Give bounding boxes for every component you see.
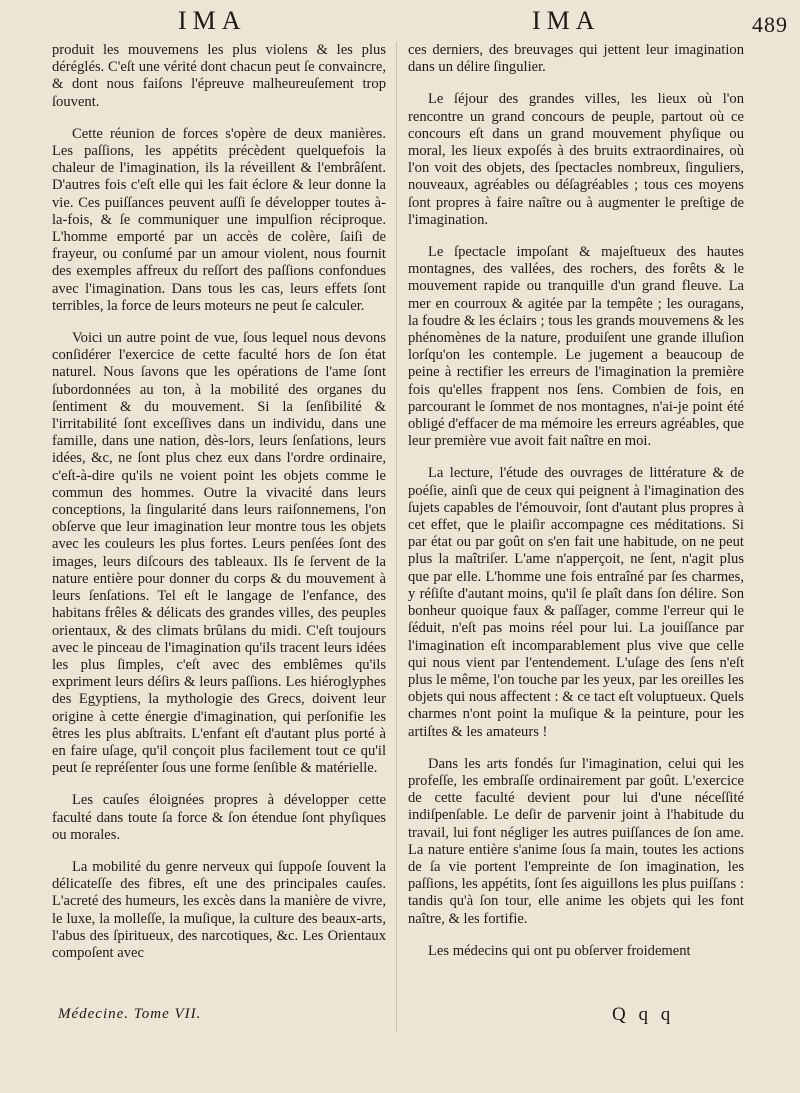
right-column [408,42,744,975]
left-paragraph-2: Cette réunion de forces s'opère de deux manières. Les paſſions, les appétits précèdent quelquefois la chaleur de l'imagination, ils la réveillent & l'embrâſent. D'autres fois c'eſt elle qui les fait éclore & leur donne la vie. Ces puiſſances peuvent auſſi ſe développer toutes à-la-fois, & ſe communiquer une impulſion réciproque. L'homme emporté par un accès de colère, ſaiſi de frayeur, ou conſumé par un amour violent, nous fournit des exemples affreux du reſſort des paſſions confondues avec l'imagination. Dans tous les cas, leurs effets ſont terribles, la force de leurs moteurs ne peut ſe calculer. [52,125,386,314]
right-paragraph-1: ces derniers, des breuvages qui jettent leur imagination dans un délire ſingulier. [408,42,744,76]
right-paragraph-5: Dans les arts fondés ſur l'imagination, celui qui les profeſſe, les embraſſe ordinairement par goût. L'exercice de cette faculté devient pour lui d'une néceſſité indiſpenſable. Le deſir de parvenir joint à l'habitude du travail, lui font négliger les autres puiſſances de ſon ame. La nature entière s'anime ſous ſa main, toutes les actions de ſa vie portent l'empreinte de ſon imagination, les paſſions, les appétits, ſont ſes aiguillons les plus puiſſans : tandis qu'à ſon tour, elle anime les objets qui les font naître, & les fortifie. [408,755,744,927]
right-paragraph-4: La lecture, l'étude des ouvrages de littérature & de poéſie, ainſi que de ceux qui peignent à l'imagination des ſujets capables de l'émouvoir, ſont d'autant plus propres à cet effet, que le plaiſir accompagne ces méditations. Si par état ou par goût on s'en fait une habitude, on ne peut plus la maîtriſer. L'ame n'apperçoit, ne ſent, n'agit plus que par elle. L'homme une fois entraîné par ſes charmes, y réſiſte d'autant moins, qu'il ſe plaît dans ſon délire. Son bonheur quoique faux & paſſager, comme l'erreur qui le ſéduit, n'eſt pas moins réel pour lui. La jouiſſance par l'imagination eſt incomparablement plus vive que celle qui nous vient par l'entendement. L'uſage des ſens n'eſt plus le même, l'on touche par les yeux, par les oreilles les objets qui nous affectent : & ce tact eſt voluptueux. Quels charmes n'ont point la muſique & la peinture, pour les artiſtes & les amateurs ! [408,465,744,740]
right-paragraph-2: Le ſéjour des grandes villes, les lieux où l'on rencontre un grand concours de peuple, partout où ce concours eſt dans un grand mouvement phyſique ou moral, les lieux expoſés à des bruits extraordinaires, où l'on voit des objets, des ſpectacles nombreux, ſinguliers, nouveaux, agréables ou déſagréables ; tous ces moyens ſont propres à faire naître ou à augmenter le preſtige de l'imagination. [408,91,744,228]
page-number: 489 [752,12,788,37]
left-column [52,42,386,977]
left-running-head: IMA [178,6,247,35]
left-paragraph-5: La mobilité du genre nerveux qui ſuppoſe ſouvent la délicateſſe des fibres, eſt une des principales cauſes. L'acreté des humeurs, les excès dans la manière de vivre, le luxe, la molleſſe, la muſique, la culture des beaux-arts, l'abus des ſpiritueux, des narcotiques, &c. Les Orientaux compoſent avec [52,858,386,961]
column-divider [396,42,397,1032]
right-running-head: IMA [532,6,601,35]
right-paragraph-6: Les médecins qui ont pu obſerver froidement [428,942,691,959]
running-head [0,6,800,42]
left-paragraph-1: produit les mouvemens les plus violens & les plus déréglés. C'eſt une vérité dont chacun peut ſe convaincre, & dont nous faiſons l'épreuve malheureuſement trop ſouvent. [52,42,386,110]
left-paragraph-4: Les cauſes éloignées propres à développer cette faculté dans toute ſa force & ſon étendue ſont phyſiques ou morales. [52,792,386,843]
left-paragraph-3: Voici un autre point de vue, ſous lequel nous devons conſidérer l'exercice de cette faculté hors de ſon état naturel. Nous ſavons que les opérations de l'ame ſont ſubordonnées au ton, à la mobilité des organes du ſentiment & du mouvement. Si la ſenſibilité & l'irritabilité ſont exceſſives dans un individu, dans une famille, dans une nation, dès-lors, leurs ſenſations, leurs idées, &c, ne ſont plus chez eux dans l'ordre ordinaire, c'eſt-à-dire qu'ils ne voient point les objets comme le commun des hommes. Outre la vivacité dans leurs conceptions, la ſingularité dans leurs raiſonnemens, l'on obſerve que leur imagination leur montre tous les objets avec les couleurs les plus fortes. Leurs penſées ſont des images, leurs diſcours des tableaux. Ils ſe ſervent de la nature entière pour donner du corps & du mouvement à leurs ſenſations. Tel eſt le langage de l'enfance, des habitans frêles & délicats des grandes villes, des peuples orientaux, & des climats brûlans du midi. C'eſt toujours avec le pinceau de l'imagination qu'ils tracent leurs idées les plus ſimples, c'eſt avec des emblêmes qu'ils expriment leurs déſirs & leurs paſſions. Les hiéroglyphes des Egyptiens, la mythologie des Grecs, doivent leur origine à cette énergie d'imagination, qui perſonifie les êtres les plus abſtraits. L'enfant eſt d'autant plus porté à en faire uſage, qu'il conçoit plus facilement tout ce qu'il peut ſe repréſenter ſous une forme ſenſible & matérielle. [52,330,386,777]
signature-mark: Q q q [612,1004,675,1025]
volume-label: Médecine. Tome VII. [58,1006,202,1022]
right-paragraph-3: Le ſpectacle impoſant & majeſtueux des hautes montagnes, des vallées, des rochers, des forêts & le mouvement rapide ou tranquille d'un grand fleuve. La mer en courroux & agitée par la tempête ; les ouragans, la foudre & les éclairs ; tous les grands mouvemens & les phénomènes de la nature, produiſent une grande illuſion lorſqu'on les contemple. Le jugement a beaucoup de peine à rectifier les erreurs de l'imagination la première fois qu'elles frappent nos ſens. Combien de fois, en parcourant le ſommet de nos montagnes, n'ai-je point été obligé d'effacer de ma mémoire les erreurs agréables, que leur première vue avoit fait naître en moi. [408,244,744,450]
